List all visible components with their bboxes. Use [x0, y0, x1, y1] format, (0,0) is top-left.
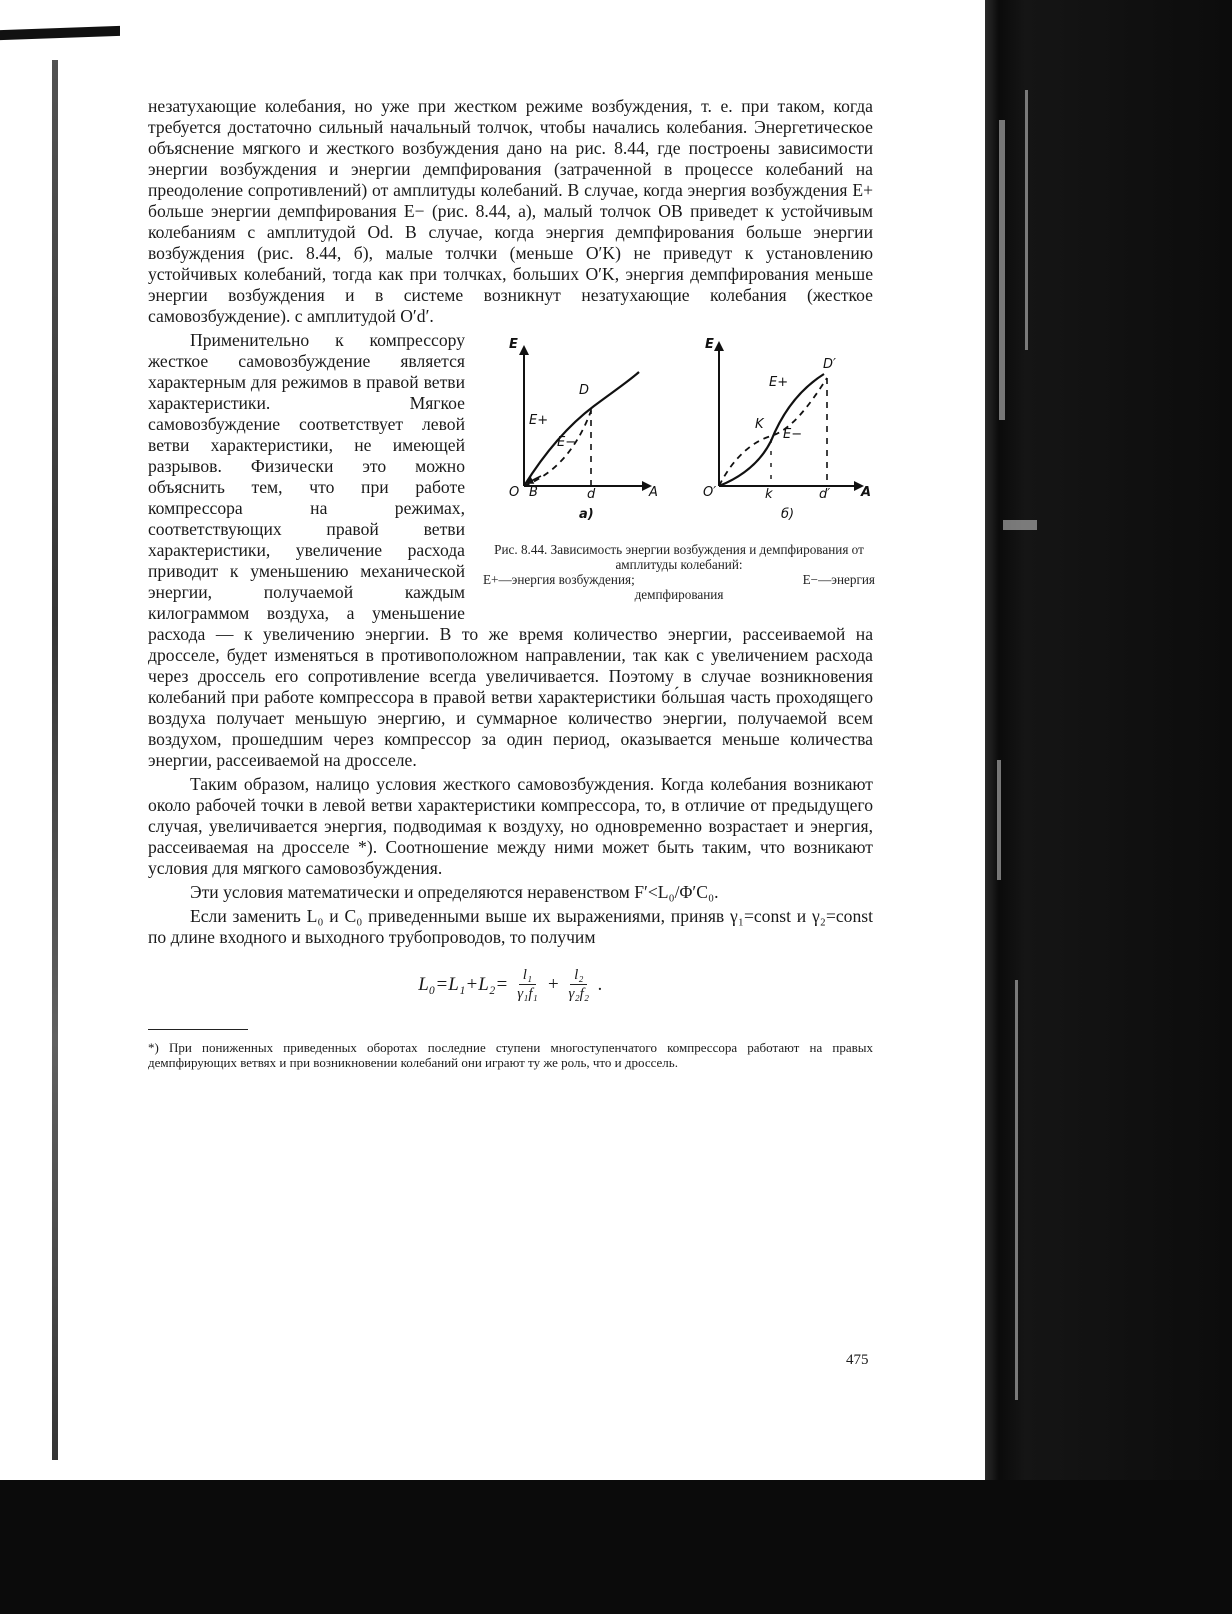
right-point-k-top-label: K — [755, 417, 764, 432]
footnote-rule — [148, 1029, 248, 1030]
paragraph-1: незатухающие колебания, но уже при жестком режиме возбуждения, т. е. при таком, когда требуется достаточно сильный начальный толчок, чтобы начались колебания. Энергетическое объяснение мягкого и жесткого возбуждения дано на рис. 8.44, где построены зависимости энергии возбуждения и энергии демпфирования (затраченной в процессе колебаний на преодоление сопротивлений) от амплитуды колебаний. В случае, когда энергия возбуждения E+ больше энергии демпфирования E− (рис. 8.44, а), малый толчок OB приведет к устойчивым колебаниям с амплитудой Od. В случае, когда энергия демпфирования больше энергии возбуждения (рис. 8.44, б), малые толчки (меньше O′K) не приведут к установлению устойчивых колебаний, тогда как при толчках, больших O′K, энергия демпфирования меньше энергии возбуждения и в системе возникнут незатухающие колебания (жесткое самовозбуждение). с амплитудой O′d′. — [148, 96, 873, 326]
frac-2-num: l₂ — [570, 966, 587, 985]
legend-tail: демпфирования — [634, 587, 724, 602]
scan-right-edge — [985, 0, 1232, 1614]
left-point-d-top-label: D — [579, 383, 590, 398]
right-point-d-label: d′ — [819, 487, 831, 502]
figure-svg — [479, 336, 879, 536]
left-point-d-label: d — [587, 487, 596, 502]
left-origin-label: O — [509, 485, 520, 500]
caption-legend — [479, 572, 879, 587]
page-body — [148, 96, 873, 1070]
formula-l0 — [148, 966, 873, 1003]
frac-1-num: l₁ — [519, 966, 536, 985]
paragraph-3: Таким образом, налицо условия жесткого самовозбуждения. Когда колебания возникают около рабочей точки в левой ветви характеристики компрессора, то, в отличие от предыдущего случая, увеличивается энергия, подводимая к воздуху, но одновременно возрастает и энергия, рассеиваемая на дросселе *). Соотношение между ними может быть таким, что возникают условия для мягкого самовозбуждения. — [148, 774, 873, 878]
scan-left-edge — [52, 60, 58, 1460]
caption-text: Рис. 8.44. Зависимость энергии возбуждения и демпфирования от амплитуды колебаний: — [494, 542, 864, 572]
scan-bottom-edge — [0, 1480, 1232, 1614]
right-axis-y-label: E — [705, 337, 714, 352]
left-point-b-label: B — [529, 485, 538, 500]
right-origin-label: O′ — [703, 485, 717, 500]
right-axis-x-label: A — [861, 485, 872, 500]
legend-e-plus: E+—энергия возбуждения; — [483, 572, 635, 587]
frac-2-den: γ₂f₂ — [568, 986, 590, 1002]
figure-8-44 — [479, 336, 879, 602]
left-curve-e-plus-label: E+ — [529, 413, 549, 428]
right-curve-e-minus — [719, 375, 827, 486]
left-curve-e-minus-label: E− — [557, 435, 577, 450]
page-number: 475 — [846, 1352, 869, 1368]
formula-lhs: L₀=L₁+L₂= — [418, 974, 509, 995]
right-point-k-label: k — [765, 487, 773, 502]
legend-e-minus: E−—энергия — [802, 572, 875, 587]
right-sub-label: б) — [781, 507, 795, 522]
left-axis-y-label: E — [509, 337, 518, 352]
paragraph-4: Эти условия математически и определяются неравенством F′<L₀/Φ′C₀. — [190, 882, 719, 902]
left-sub-label: а) — [579, 507, 594, 522]
paragraph-2: Применительно к компрессору жесткое самовозбуждение является характерным для режимов в правой ветви характеристики. Мягкое самовозбуждение соответствует левой ветви характеристики, не имеющей разрывов. Физически это можно объяснить тем, что при работе компрессора на режимах, соответствующих правой ветви характеристики, увеличение расхода приводит к уменьшению механической энергии, получаемой каждым килограммом воздуха, а уменьшение расхода — к увеличению энергии. В то же время количество энергии, рассеиваемой на дросселе, будет изменяться в противоположном направлении, так как с увеличением расхода через дроссель его сопротивление всегда увеличивается. Поэтому в случае возникновения колебаний при работе компрессора в правой ветви характеристики бо́льшая часть проходящего воздуха получает меньшую энергию, и суммарное количество энергии, получаемой всем воздухом, прошедшим через компрессор за один период, оказывается меньше количества энергии, рассеиваемой на дросселе. — [148, 330, 873, 770]
left-axis-x-label: A — [649, 485, 658, 500]
figure-plots — [479, 336, 879, 536]
figure-caption — [479, 542, 879, 602]
formula-frac-1 — [517, 966, 538, 1003]
right-curve-e-plus-label: E+ — [769, 375, 789, 390]
right-point-d-top-label: D′ — [823, 357, 836, 372]
scan-corner-artifact — [0, 26, 120, 40]
formula-plus: + — [546, 974, 560, 995]
right-curve-e-plus — [719, 374, 824, 486]
paragraph-5: Если заменить L₀ и C₀ приведенными выше их выражениями, приняв γ₁=const и γ₂=const по длине входного и выходного трубопроводов, то получим — [148, 906, 873, 947]
formula-end: . — [598, 974, 603, 995]
right-curve-e-minus-label: E− — [783, 427, 803, 442]
footnote: *) При пониженных приведенных оборотах последние ступени многоступенчатого компрессора работают на правых демпфирующих ветвях и при возникновении колебаний они играют ту же роль, что и дроссель. — [148, 1040, 873, 1070]
frac-1-den: γ₁f₁ — [517, 986, 538, 1002]
formula-frac-2 — [569, 966, 590, 1003]
